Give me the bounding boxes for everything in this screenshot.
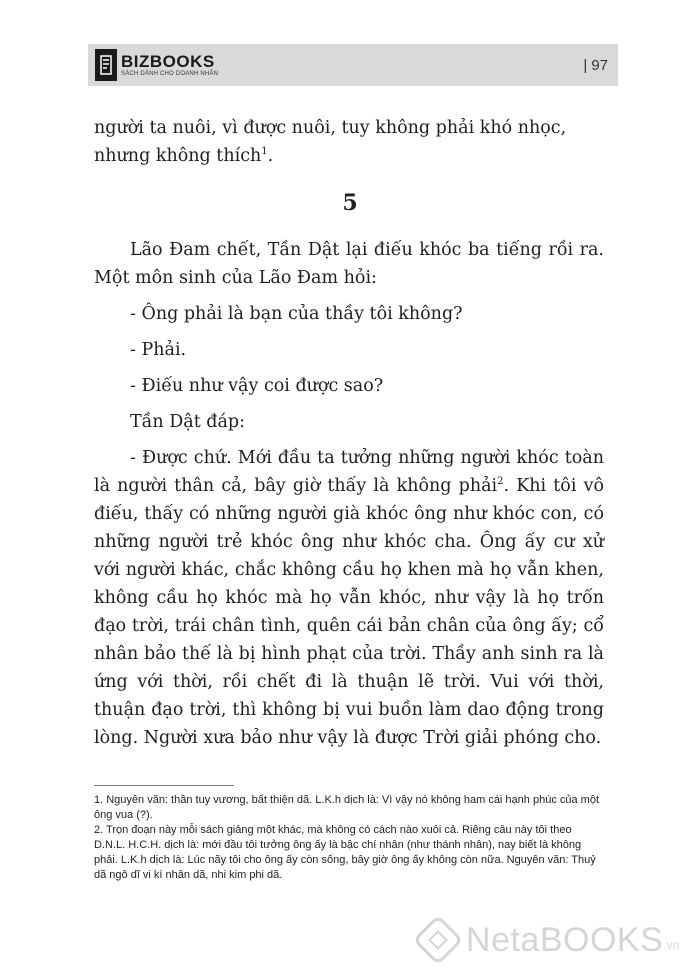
netabooks-logo-icon — [413, 915, 464, 966]
watermark-suffix: .vn — [663, 938, 680, 952]
footnote-1: 1. Nguyên văn: thần tuy vương, bất thiện dã. L.K.h dịch là: Vì vậy nó không ham cái hạnh phúc của một ông vua (?). — [94, 794, 600, 821]
bizbooks-logo-icon — [95, 49, 117, 81]
section-number: 5 — [342, 190, 358, 216]
watermark-text: NetaBOOKS — [466, 920, 664, 959]
page-number-value: 97 — [591, 57, 608, 74]
brand-tagline: SÁCH DÀNH CHO DOANH NHÂN — [121, 71, 219, 77]
chapter-body — [94, 236, 604, 752]
dialogue-line-2: - Phải. — [130, 340, 187, 360]
intro-line-1: người ta nuôi, vì được nuôi, tuy không phải khó nhọc, — [94, 118, 567, 138]
paragraph-2-part-a: - Được chứ. Mới đầu ta tưởng những người khóc toàn là người thân cả, bây giờ thấy là không phải — [94, 448, 604, 496]
paragraph-1: Lão Đam chết, Tần Dật lại điếu khóc ba tiếng rồi ra. Một môn sinh của Lão Đam hỏi: — [94, 240, 604, 288]
brand-name: BIZBOOKS — [121, 52, 215, 71]
header-separator: | — [583, 57, 588, 74]
intro-line-2: nhưng không thích — [94, 146, 262, 166]
intro-end: . — [267, 146, 274, 166]
dialogue-line-4: Tần Dật đáp: — [130, 412, 246, 432]
footnote-ref-2: 2 — [497, 476, 504, 488]
paragraph-2-part-b: . Khi tôi vô điếu, thấy có những người già khóc ông như khóc con, có những người trẻ khóc ông như khóc cha. Ông ấy cư xử với người khác, chắc không cầu họ khen mà họ vẫn khen, không cầu họ khóc mà họ vẫn khóc, như vậy là họ trốn đạo trời, trái chân tình, quên cái bản chân của ông ấy; cổ nhân bảo thế là bị hình phạt của trời. Thầy anh sinh ra là ứng với thời, rồi chết đi là thuận lẽ trời. Vui với thời, thuận đạo trời, thì không bị vui buồn làm dao động trong lòng. Người xưa bảo như vậy là được Trời giải phóng cho. — [94, 476, 604, 748]
footnote-2: 2. Trọn đoạn này mỗi sách giảng một khác, mà không có cách nào xuôi cả. Riêng câu này tôi theo D.N.L. H.C.H. dịch là: mới đầu tôi tưởng ông ấy là bậc chí nhân (như thánh nhân), nay biết là không phải. L.K.h dịch là: Lúc nãy tôi cho ông ấy còn sống, bây giờ ông ấy không còn nữa. Nguyên văn: Thuỷ dã ngô dĩ vi kì nhân dã, nhi kim phi dã. — [94, 824, 596, 881]
paragraph-2 — [94, 444, 604, 752]
page-number — [583, 57, 608, 74]
footnote-divider — [94, 785, 234, 786]
publisher-brand — [95, 49, 218, 81]
watermark — [420, 920, 679, 960]
footnote-ref-1: 1 — [261, 146, 268, 158]
intro-paragraph — [94, 114, 604, 170]
dialogue-line-1: - Ông phải là bạn của thầy tôi không? — [130, 304, 463, 324]
dialogue-line-3: - Điếu như vậy coi được sao? — [130, 376, 384, 396]
footnotes — [94, 793, 604, 883]
